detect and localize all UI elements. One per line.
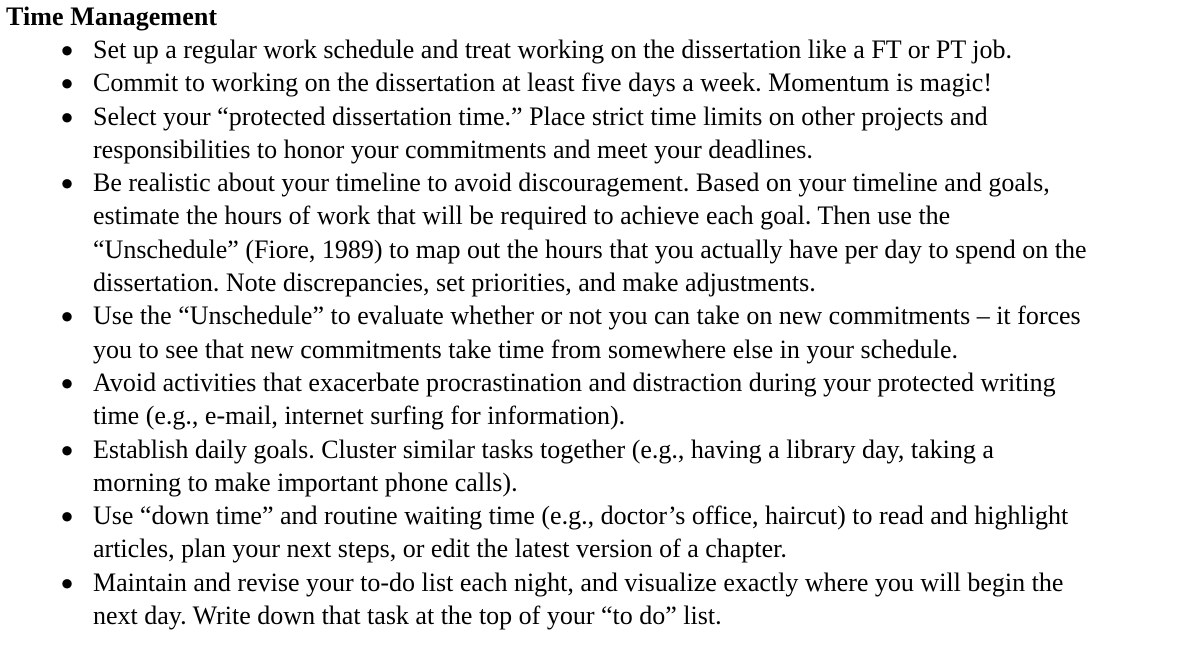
bullet-icon: ● bbox=[60, 503, 74, 529]
list-item bbox=[6, 366, 1200, 433]
bullet-icon: ● bbox=[60, 303, 74, 329]
list-item-text: time (e.g., e-mail, internet surfing for information). bbox=[93, 401, 626, 431]
list-item-text: estimate the hours of work that will be required to achieve each goal. Then use the bbox=[93, 201, 951, 231]
list-item-text: responsibilities to honor your commitments and meet your deadlines. bbox=[93, 134, 813, 164]
list-item-text: articles, plan your next steps, or edit the latest version of a chapter. bbox=[93, 534, 787, 564]
list-item bbox=[6, 499, 1200, 566]
list-item-text: Maintain and revise your to-do list each night, and visualize exactly where you will begin the bbox=[93, 567, 1064, 597]
list-item-text: next day. Write down that task at the top of your “to do” list. bbox=[93, 601, 722, 631]
list-item bbox=[6, 100, 1200, 167]
bullet-icon: ● bbox=[60, 170, 74, 196]
bullet-icon: ● bbox=[60, 436, 74, 462]
list-item-text: you to see that new commitments take time from somewhere else in your schedule. bbox=[93, 334, 958, 364]
list-item bbox=[6, 299, 1200, 366]
list-item-text: Select your “protected dissertation time.” Place strict time limits on other projects and bbox=[93, 101, 988, 131]
bullet-icon: ● bbox=[60, 569, 74, 595]
list-item-text: Establish daily goals. Cluster similar tasks together (e.g., having a library day, taking a bbox=[93, 434, 994, 464]
bullet-icon: ● bbox=[60, 70, 74, 96]
list-item-text: dissertation. Note discrepancies, set priorities, and make adjustments. bbox=[93, 268, 816, 298]
document-page bbox=[6, 0, 1200, 632]
bullet-icon: ● bbox=[60, 103, 74, 129]
section-heading: Time Management bbox=[6, 2, 218, 31]
bullet-list bbox=[6, 33, 1200, 632]
list-item bbox=[6, 66, 1200, 99]
list-item-text: Set up a regular work schedule and treat working on the dissertation like a FT or PT job. bbox=[93, 35, 1012, 64]
bullet-icon: ● bbox=[60, 369, 74, 395]
list-item-text: Commit to working on the dissertation at least five days a week. Momentum is magic! bbox=[93, 68, 992, 98]
list-item-text: Use “down time” and routine waiting time (e.g., doctor’s office, haircut) to read and highlight bbox=[93, 501, 1069, 531]
list-item-text: Avoid activities that exacerbate procrastination and distraction during your protected writing bbox=[93, 367, 1056, 397]
list-item bbox=[6, 566, 1200, 633]
list-item-text: “Unschedule” (Fiore, 1989) to map out the hours that you actually have per day to spend on the bbox=[93, 234, 1087, 264]
list-item-text: morning to make important phone calls). bbox=[93, 467, 518, 497]
bullet-icon: ● bbox=[60, 37, 74, 62]
list-item bbox=[6, 433, 1200, 500]
list-item bbox=[6, 166, 1200, 299]
list-item-text: Be realistic about your timeline to avoid discouragement. Based on your timeline and goals, bbox=[93, 168, 1050, 198]
list-item-text: Use the “Unschedule” to evaluate whether or not you can take on new commitments – it forces bbox=[93, 301, 1081, 331]
list-item bbox=[6, 33, 1200, 66]
